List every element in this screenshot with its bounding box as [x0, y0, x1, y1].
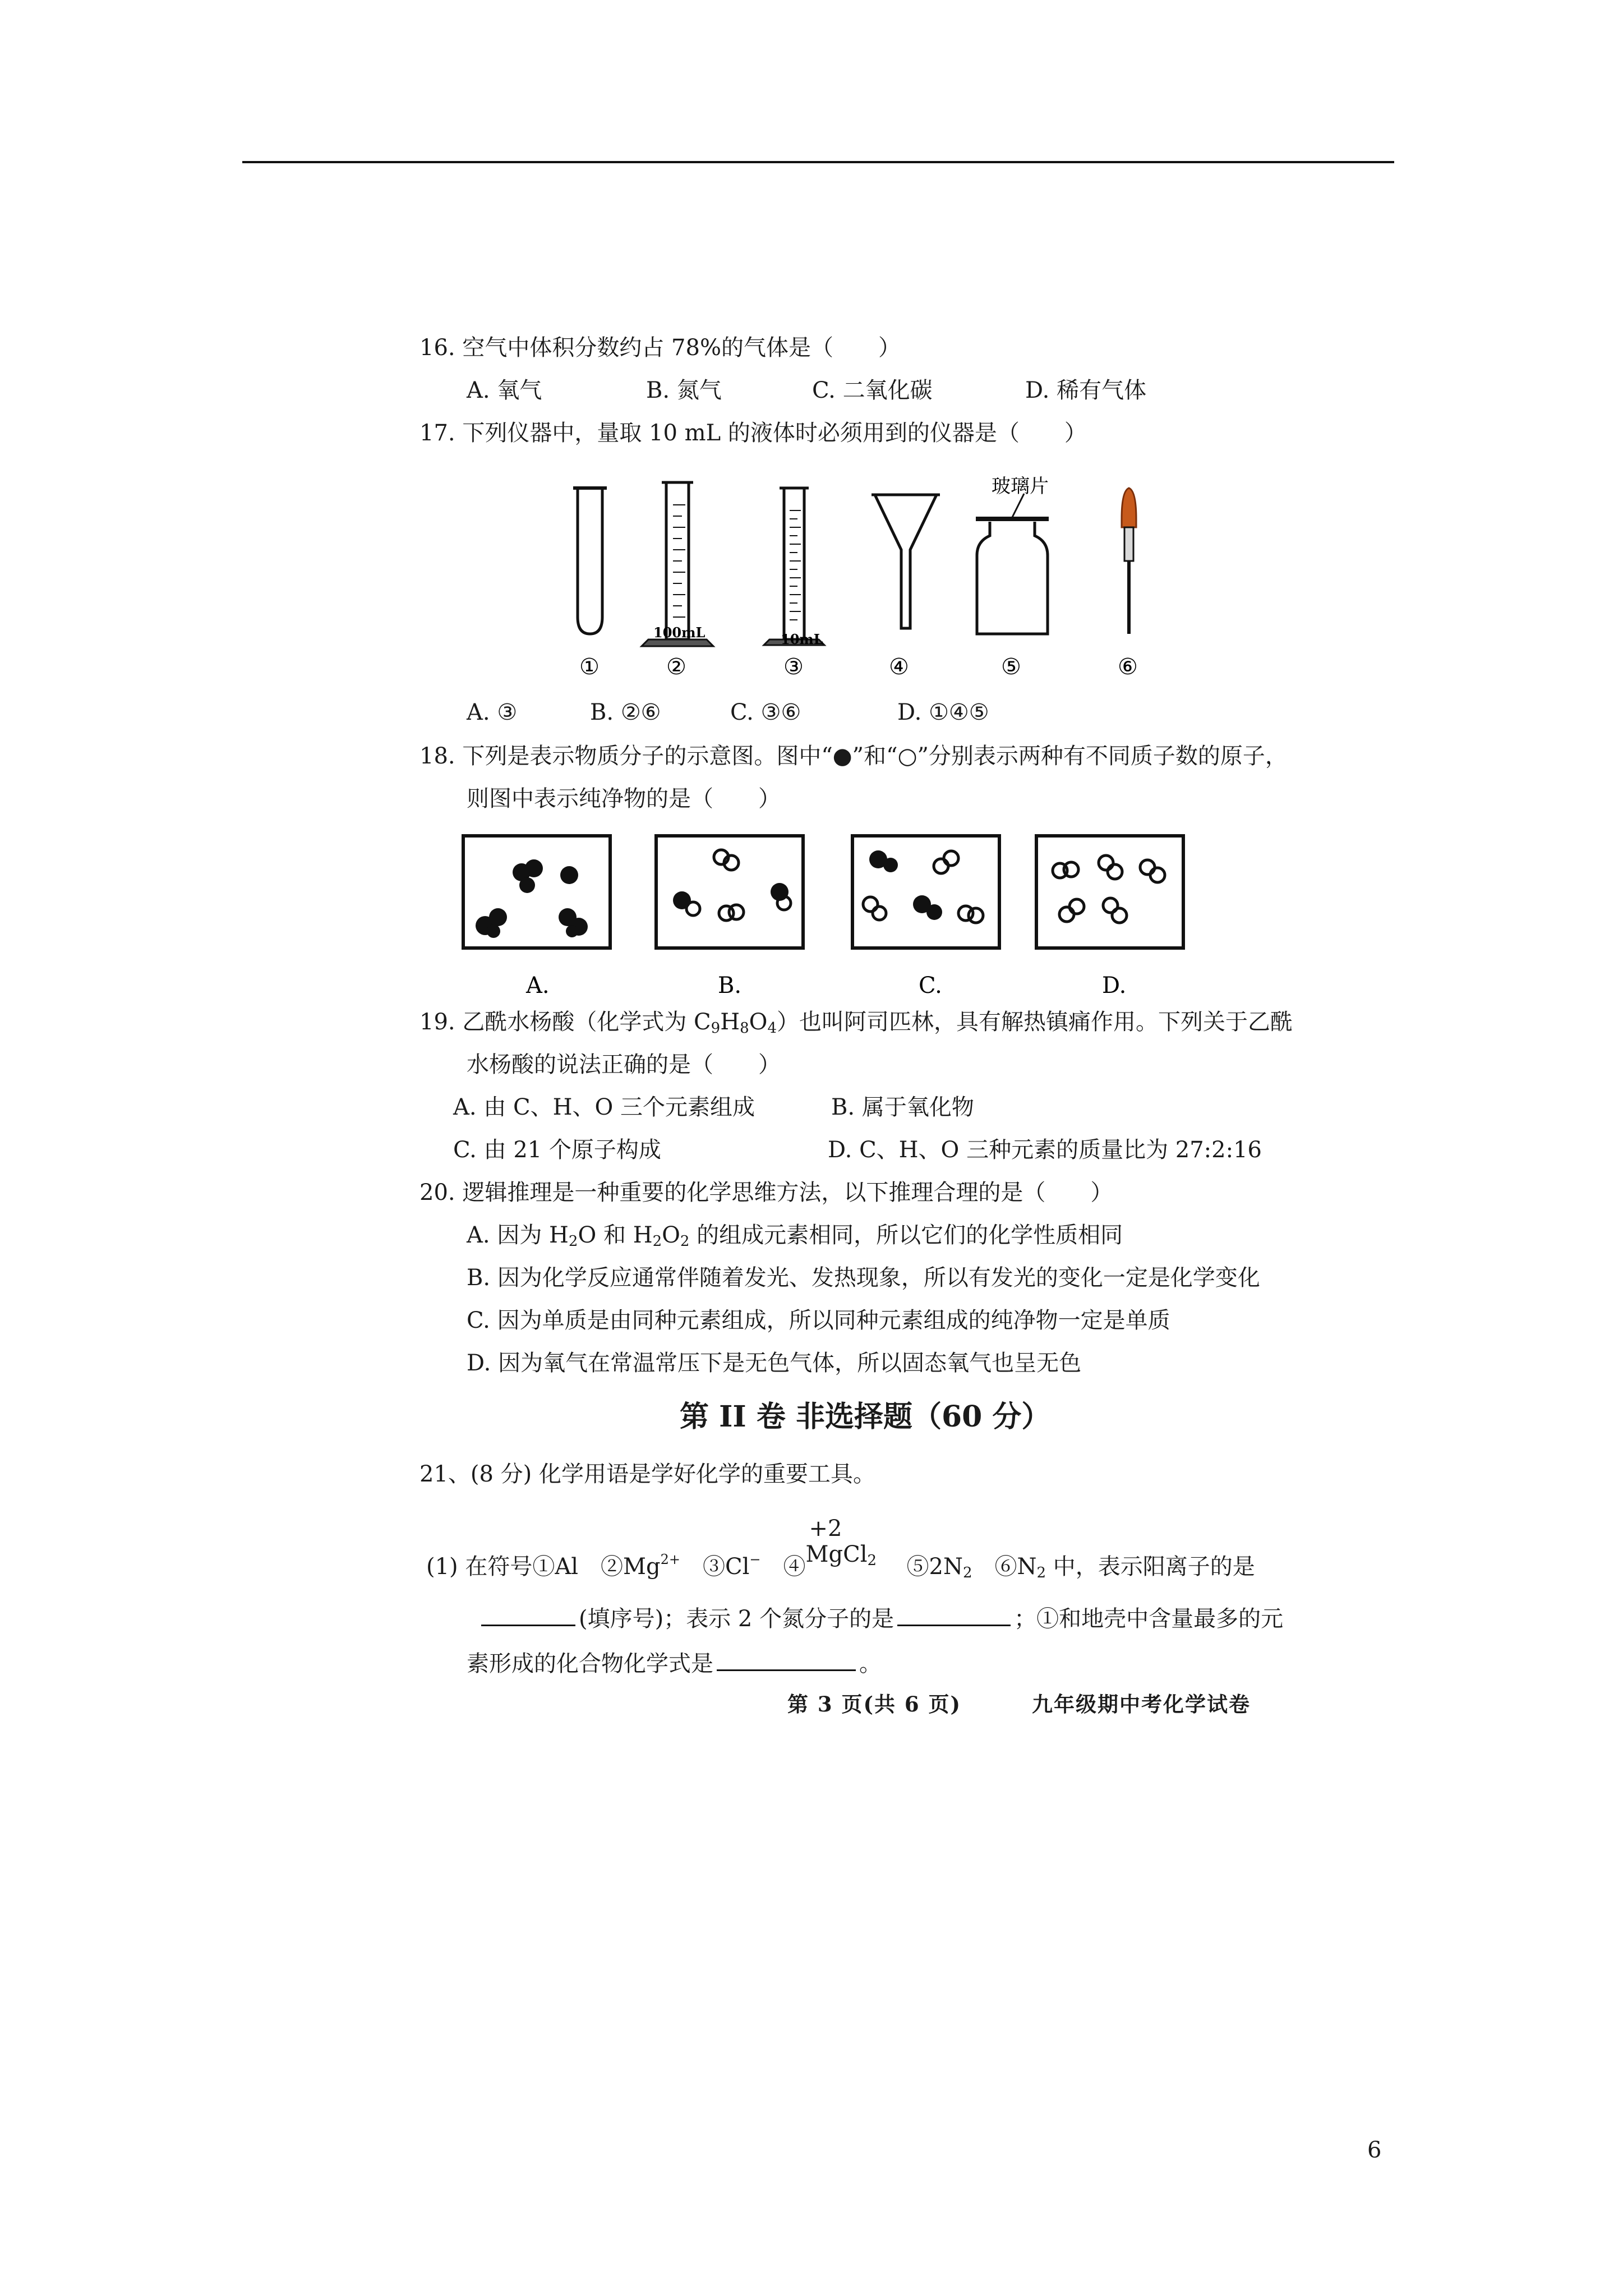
molecule-box-c: [852, 836, 999, 948]
q21-cl: ③Cl: [680, 1554, 750, 1580]
footer-page-of: 第 3 页(共 6 页): [787, 1692, 962, 1717]
q19-text-c: O: [749, 1009, 768, 1035]
q20-option-b: B. 因为化学反应通常伴随着发光、发热现象，所以有发光的变化一定是化学变化: [467, 1265, 1260, 1291]
q21-line2-a: (填序号)；表示 2 个氮分子的是: [579, 1606, 895, 1632]
q21-five-sub: 2: [962, 1565, 972, 1581]
graduated-cylinder-10ml-icon: [764, 488, 824, 645]
q21-six-sub: 2: [1036, 1565, 1046, 1581]
q21-four: ④: [760, 1554, 806, 1580]
q19-sub-4: 4: [767, 1020, 777, 1037]
section-2-title: 第 II 卷 非选择题（60 分）: [680, 1400, 1051, 1434]
dropper-icon: [1122, 488, 1136, 634]
box-label-d: D.: [1102, 973, 1127, 999]
graduated-cylinder-100ml-icon: [642, 482, 713, 646]
q19-text-d: ）也叫阿司匹林，具有解热镇痛作用。下列关于乙酰: [776, 1009, 1293, 1035]
glass-slide-label: 玻璃片: [992, 475, 1049, 498]
molecule-box-a: [463, 836, 610, 948]
q17-option-a: A. ③: [467, 700, 518, 725]
q21-line3-end: 。: [859, 1651, 882, 1677]
box-label-b: B.: [718, 973, 742, 999]
q17-option-c: C. ③⑥: [730, 700, 801, 725]
q20-a-text-3: O: [662, 1222, 680, 1248]
page-number: 6: [1367, 2137, 1382, 2163]
apparatus-num-4: ④: [889, 654, 909, 680]
label-100ml: 100mL: [653, 624, 706, 641]
label-10ml: 10mL: [781, 631, 823, 647]
apparatus-num-2: ②: [666, 654, 686, 680]
q21-five: ⑤2N: [884, 1554, 963, 1580]
molecule-box-b: [656, 836, 803, 948]
q21-mg-charge: 2+: [660, 1552, 681, 1567]
q21-tail: 中，表示阳离子的是: [1046, 1554, 1255, 1580]
q21-mgcl2: [805, 1516, 884, 1580]
funnel-icon: [872, 495, 940, 628]
q20-option-a: [467, 1224, 1123, 1249]
q21-line2-b: ；①和地壳中含量最多的元: [1014, 1606, 1284, 1632]
q19-option-a: A. 由 C、H、O 三个元素组成: [453, 1094, 755, 1120]
q20-a-sub-3: 2: [680, 1233, 690, 1250]
apparatus-num-3: ③: [783, 654, 804, 680]
answer-blank-3[interactable]: [717, 1651, 856, 1671]
q20-stem: 20. 逻辑推理是一种重要的化学思维方法，以下推理合理的是（ ）: [419, 1180, 1113, 1205]
apparatus-num-6: ⑥: [1118, 654, 1138, 680]
q19-text-a: 19. 乙酰水杨酸（化学式为 C: [419, 1009, 711, 1035]
q20-a-sub-1: 2: [568, 1233, 578, 1250]
box-label-c: C.: [919, 973, 942, 999]
q17-stem: 17. 下列仪器中，量取 10 mL 的液体时必须用到的仪器是（ ）: [419, 420, 1087, 446]
test-tube-icon: [573, 488, 607, 634]
q21-stem: 21、(8 分) 化学用语是学好化学的重要工具。: [419, 1461, 875, 1487]
q19-sub-9: 9: [711, 1020, 721, 1037]
q20-option-c: C. 因为单质是由同种元素组成，所以同种元素组成的纯净物一定是单质: [467, 1308, 1170, 1333]
q21-sym-intro: (1) 在符号①Al ②Mg: [426, 1554, 661, 1580]
q16-option-d: D. 稀有气体: [1025, 378, 1147, 403]
q19-stem-line1: [419, 1011, 1293, 1036]
q19-sub-8: 8: [740, 1020, 749, 1037]
q19-option-c: C. 由 21 个原子构成: [453, 1137, 661, 1163]
q20-a-sub-2: 2: [652, 1233, 662, 1250]
gas-jar-icon: [976, 494, 1049, 634]
q16-option-a: A. 氧气: [467, 378, 542, 403]
q16-option-b: B. 氮气: [646, 378, 722, 403]
q19-option-b: B. 属于氧化物: [831, 1094, 974, 1120]
answer-blank-2[interactable]: [897, 1607, 1011, 1626]
q20-a-text-2: O 和 H: [578, 1222, 653, 1248]
q21-mg-valence: +2: [809, 1516, 842, 1542]
q18-molecule-figure: [460, 830, 1200, 1004]
q18-stem-line1: 18. 下列是表示物质分子的示意图。图中“●”和“○”分别表示两种有不同质子数的原子，: [419, 743, 1288, 769]
q17-option-d: D. ①④⑤: [897, 700, 989, 725]
apparatus-num-1: ①: [579, 654, 600, 680]
q18-stem-line2: 则图中表示纯净物的是（ ）: [467, 786, 781, 812]
q20-a-text-4: 的组成元素相同，所以它们的化学性质相同: [689, 1222, 1123, 1248]
footer-paper-title: 九年级期中考化学试卷: [1032, 1692, 1251, 1717]
q21-line3-text: 素形成的化合物化学式是: [467, 1651, 713, 1677]
answer-blank-1[interactable]: [481, 1607, 575, 1626]
q21-mgcl-sub: 2: [867, 1552, 877, 1569]
q20-option-d: D. 因为氧气在常温常压下是无色气体，所以固态氧气也呈无色: [467, 1350, 1082, 1376]
q20-a-text-1: A. 因为 H: [467, 1222, 569, 1248]
q19-option-d: D. C、H、O 三种元素的质量比为 27:2:16: [828, 1137, 1262, 1163]
header-rule: [242, 161, 1394, 163]
molecule-box-d: [1036, 836, 1183, 948]
apparatus-num-5: ⑤: [1001, 654, 1021, 680]
q19-text-b: H: [720, 1009, 740, 1035]
q16-stem: 16. 空气中体积分数约占 78%的气体是（ ）: [419, 335, 901, 361]
q21-mgcl-main: MgCl: [805, 1542, 868, 1567]
box-label-a: A.: [526, 973, 550, 999]
q21-six: ⑥N: [972, 1554, 1037, 1580]
q21-symbols-line: [426, 1516, 1255, 1581]
q19-stem-line2: 水杨酸的说法正确的是（ ）: [467, 1052, 781, 1078]
q17-option-b: B. ②⑥: [590, 700, 661, 725]
q17-apparatus-figure: [538, 466, 1189, 690]
q21-line3: [467, 1651, 882, 1675]
q16-option-c: C. 二氧化碳: [812, 378, 933, 403]
q21-cl-charge: −: [749, 1552, 761, 1567]
q21-line2: [478, 1607, 1283, 1630]
